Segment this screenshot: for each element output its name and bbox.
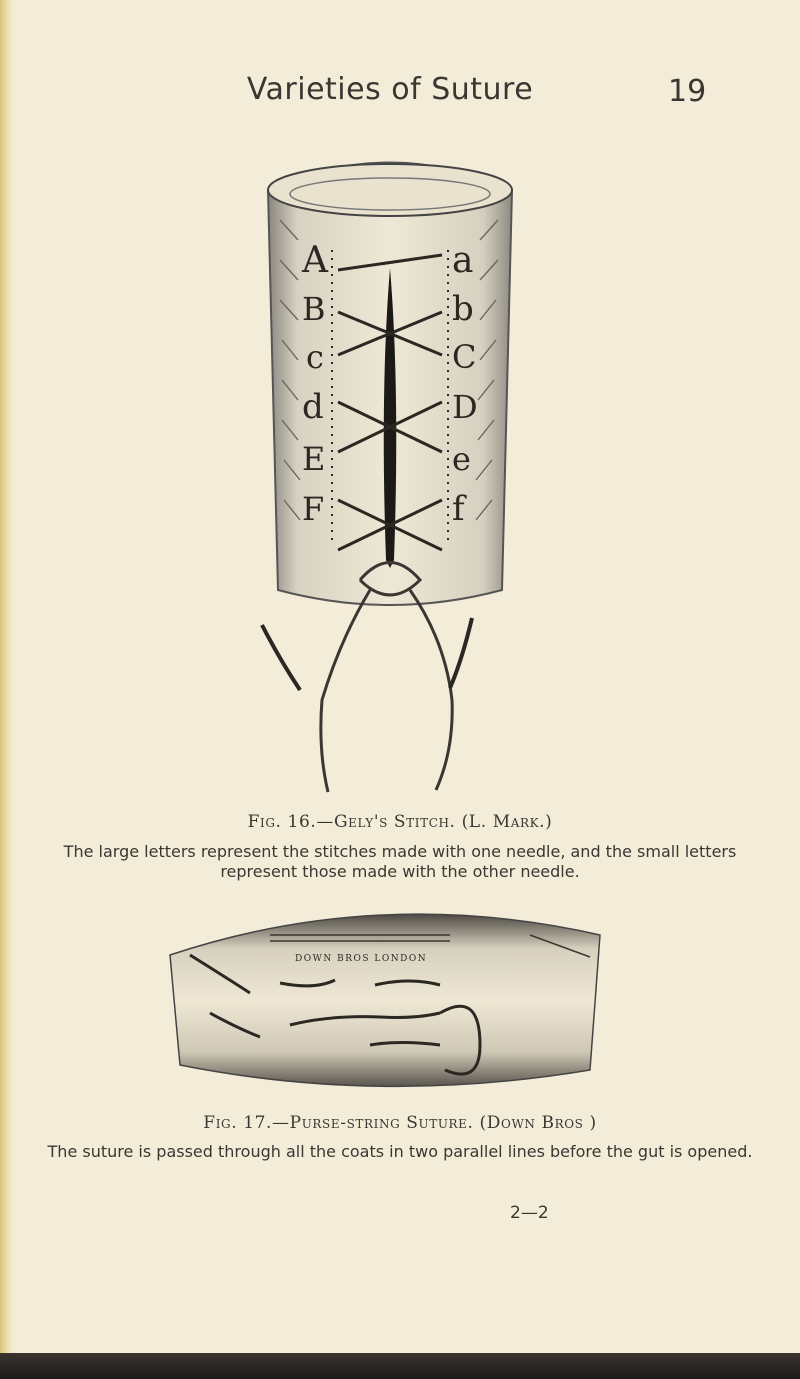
stitch-letter-left-2: B bbox=[302, 290, 326, 328]
stitch-letter-right-2: b bbox=[452, 289, 474, 329]
page-edge bbox=[0, 0, 14, 1379]
running-head bbox=[0, 72, 800, 122]
stitch-letter-right-5: e bbox=[452, 440, 471, 478]
engraving-text: DOWN BROS LONDON bbox=[295, 954, 428, 964]
stitch-letter-right-3: C bbox=[452, 338, 477, 376]
stitch-letter-right-6: f bbox=[452, 489, 465, 529]
figure-17-caption: Fig. 17.—Purse-string Suture. (Down Bros ) bbox=[203, 1113, 597, 1133]
stitch-letter-left-4: d bbox=[302, 387, 324, 427]
running-title: Varieties of Suture bbox=[246, 72, 534, 107]
stitch-letter-left-5: E bbox=[302, 440, 326, 478]
stitch-letter-right-4: D bbox=[452, 388, 478, 426]
page-number: 19 bbox=[668, 74, 707, 109]
signature-mark: 2—2 bbox=[510, 1203, 549, 1223]
figure-16-description: The large letters represent the stitches made with one needle, and the small letters represent those made with the other needle. bbox=[63, 842, 737, 881]
figure-16-illustration bbox=[240, 140, 540, 800]
stitch-letter-right-1: a bbox=[452, 240, 474, 281]
figure-16-caption: Fig. 16.—Gely's Stitch. (L. Mark.) bbox=[247, 812, 553, 832]
stitch-letter-left-3: c bbox=[306, 338, 324, 376]
bottom-edge bbox=[0, 1353, 800, 1379]
stitch-letter-left-1: A bbox=[302, 240, 328, 281]
figure-17-description: The suture is passed through all the coats in two parallel lines before the gut is opened. bbox=[47, 1142, 753, 1161]
stitch-letter-left-6: F bbox=[302, 490, 325, 528]
figure-17-illustration bbox=[150, 895, 610, 1095]
